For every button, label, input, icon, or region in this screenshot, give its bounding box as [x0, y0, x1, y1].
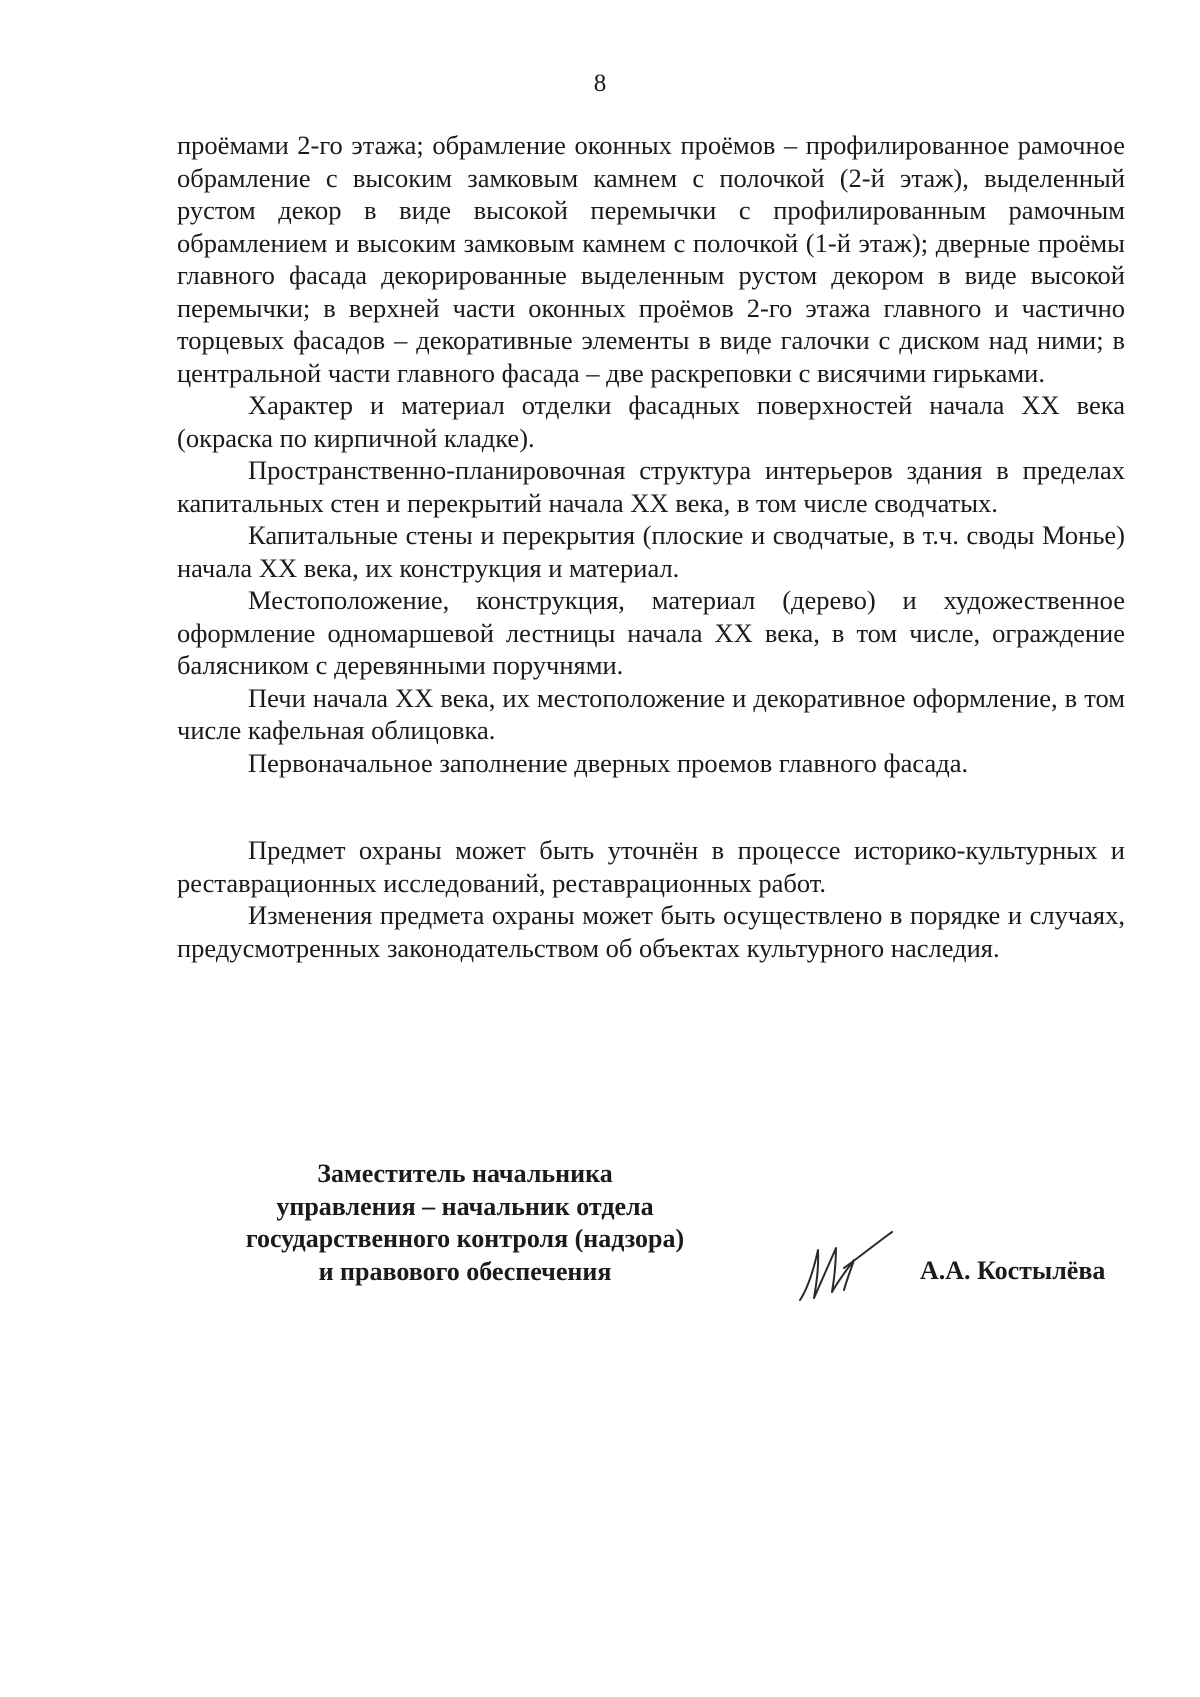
paragraph: Предмет охраны может быть уточнён в процессе историко-культурных и реставрационных исследований, реставрационных работ.: [177, 835, 1125, 898]
paragraph: Печи начала XX века, их местоположение и декоративное оформление, в том числе кафельная облицовка.: [177, 682, 1125, 745]
signer-title: [200, 1158, 730, 1288]
signer-title-line: Заместитель начальника: [317, 1159, 613, 1188]
signer-name: А.А. Костылёва: [920, 1256, 1106, 1285]
paragraph: Характер и материал отделки фасадных поверхностей начала XX века (окраска по кирпичной кладке).: [177, 390, 1125, 453]
paragraph: Изменения предмета охраны может быть осуществлено в порядке и случаях, предусмотренных законодательством об объектах культурного наследия.: [177, 900, 1125, 963]
paragraph: Пространственно-планировочная структура интерьеров здания в пределах капитальных стен и перекрытий начала XX века, в том числе сводчатых.: [177, 455, 1125, 518]
paragraph-gap: [177, 779, 1125, 834]
signer-title-line: и правового обеспечения: [318, 1256, 612, 1286]
paragraph: Капитальные стены и перекрытия (плоские и сводчатые, в т.ч. своды Монье) начала XX века, их конструкция и материал.: [177, 520, 1125, 583]
signature-icon: [788, 1228, 898, 1308]
signer-title-line: управления – начальник отдела: [276, 1191, 654, 1221]
document-body: [177, 129, 1125, 964]
paragraph-continuation: проёмами 2-го этажа; обрамление оконных проёмов – профилированное рамочное обрамление с высоким замковым камнем с полочкой (2-й этаж), выделенный рустом декор в виде высокой перемычки с профилированным рамочным обрамлением и высоким замковым камнем с полочкой (1-й этаж); дверные проёмы главного фасада декорированные выделенным рустом декором в виде высокой перемычки; в верхней части оконных проёмов 2-го этажа главного и частично торцевых фасадов – декоративные элементы в виде галочки с диском над ними; в центральной части главного фасада – две раскреповки с висячими гирьками.: [177, 130, 1125, 388]
paragraph: Первоначальное заполнение дверных проемов главного фасада.: [248, 747, 969, 778]
page-number: 8: [593, 70, 607, 97]
paragraph: Местоположение, конструкция, материал (дерево) и художественное оформление одномаршевой лестницы начала XX века, в том числе, ограждение балясником с деревянными поручнями.: [177, 585, 1125, 680]
signer-title-line: государственного контроля (надзора): [245, 1224, 685, 1253]
